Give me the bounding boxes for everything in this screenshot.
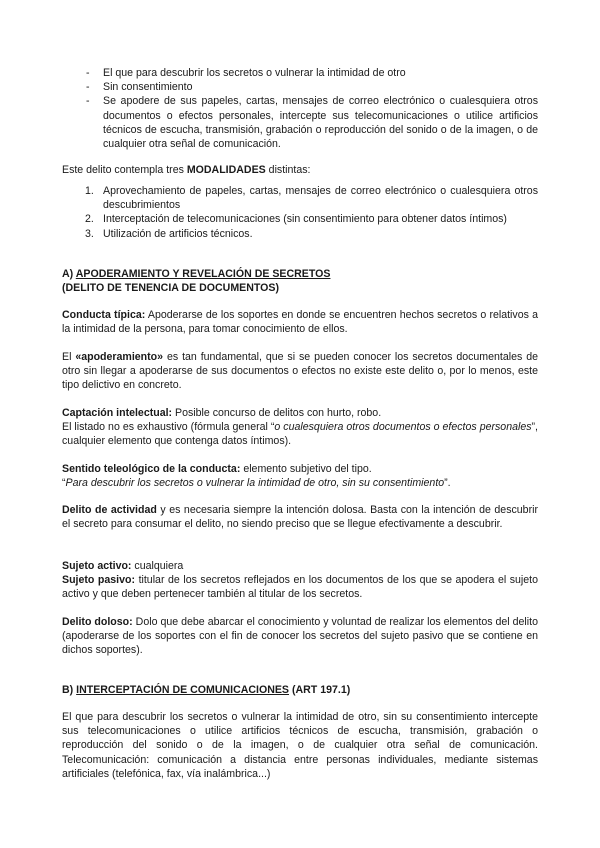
requirements-list <box>86 66 538 151</box>
modalities-intro: Este delito contempla tres MODALIDADES distintas: <box>62 164 311 176</box>
list-item: - Se apodere de sus papeles, cartas, mensajes de correo electrónico o cualesquiera otros documentos o efectos personales, intercepte sus telecomunicaciones o utilice artificios técnicos de escucha, transmisión, grabación o reproducción del sonido o de la imagen, o de cualquier otra señal de comunicación. <box>86 94 538 151</box>
delito-doloso-paragraph: Delito doloso: Dolo que debe abarcar el conocimiento y voluntad de realizar los elementos del delito (apoderarse de los soportes con el fin de conocer los secretos del sujeto pasivo que se contiene en dichos soportes). <box>62 616 538 657</box>
sujetos-paragraph: Sujeto activo: cualquiera Sujeto pasivo: titular de los secretos reflejados en los documentos de los que se apodera el sujeto activo y que deben pertenecer también al titular de los secretos. <box>62 560 538 601</box>
modalities-list <box>85 184 538 241</box>
delito-actividad-paragraph: Delito de actividad y es necesaria siempre la intención dolosa. Basta con la intención de descubrir el secreto para consumar el delito, no siendo preciso que se llegue efectivamente a descubrir. <box>62 504 538 531</box>
apoderamiento-paragraph: El «apoderamiento» es tan fundamental, que si se pueden conocer los secretos documentales de otro sin llegar a apoderarse de sus documentos o efectos no existe este delito o, por lo menos, este tipo delictivo en concreto. <box>62 351 538 392</box>
captacion-paragraph: Captación intelectual: Posible concurso de delitos con hurto, robo. El listado no es exhaustivo (fórmula general “o cualesquiera otros documentos o efectos personales”, cualquier elemento que contenga datos íntimos). <box>62 407 539 448</box>
conducta-tipica-paragraph: Conducta típica: Apoderarse de los soportes en donde se encuentren hechos secretos o relativos a la intimidad de la persona, para tomar conocimiento de ellos. <box>62 309 538 336</box>
list-item: 3. Utilización de artificios técnicos. <box>85 227 253 240</box>
sentido-teleologico-paragraph: Sentido teleológico de la conducta: elemento subjetivo del tipo. “Para descubrir los secretos o vulnerar la intimidad de otro, sin su consentimiento”. <box>62 463 451 490</box>
list-item: - Sin consentimiento <box>86 80 538 94</box>
list-item: 1. Aprovechamiento de papeles, cartas, mensajes de correo electrónico o cualesquiera otros descubrimientos <box>85 185 538 212</box>
list-item: 2. Interceptación de telecomunicaciones (sin consentimiento para obtener datos íntimos) <box>85 213 507 226</box>
section-b-heading: B) INTERCEPTACIÓN DE COMUNICACIONES (ART 197.1) <box>62 684 351 696</box>
section-b-paragraph: El que para descubrir los secretos o vulnerar la intimidad de otro, sin su consentimiento intercepte sus telecomunicaciones o utilice artificios técnicos de escucha, transmisión, grabación o reproducción del sonido o de la imagen, o de cualquier otra señal de comunicación. Telecomunicación: comunicación a distancia entre personas individuales, mediante sistemas artificiales (telefónica, fax, vía inalámbrica...) <box>62 711 538 780</box>
list-item: - El que para descubrir los secretos o vulnerar la intimidad de otro <box>86 66 538 80</box>
section-a-heading: A) APODERAMIENTO Y REVELACIÓN DE SECRETOS (DELITO DE TENENCIA DE DOCUMENTOS) <box>62 268 331 295</box>
